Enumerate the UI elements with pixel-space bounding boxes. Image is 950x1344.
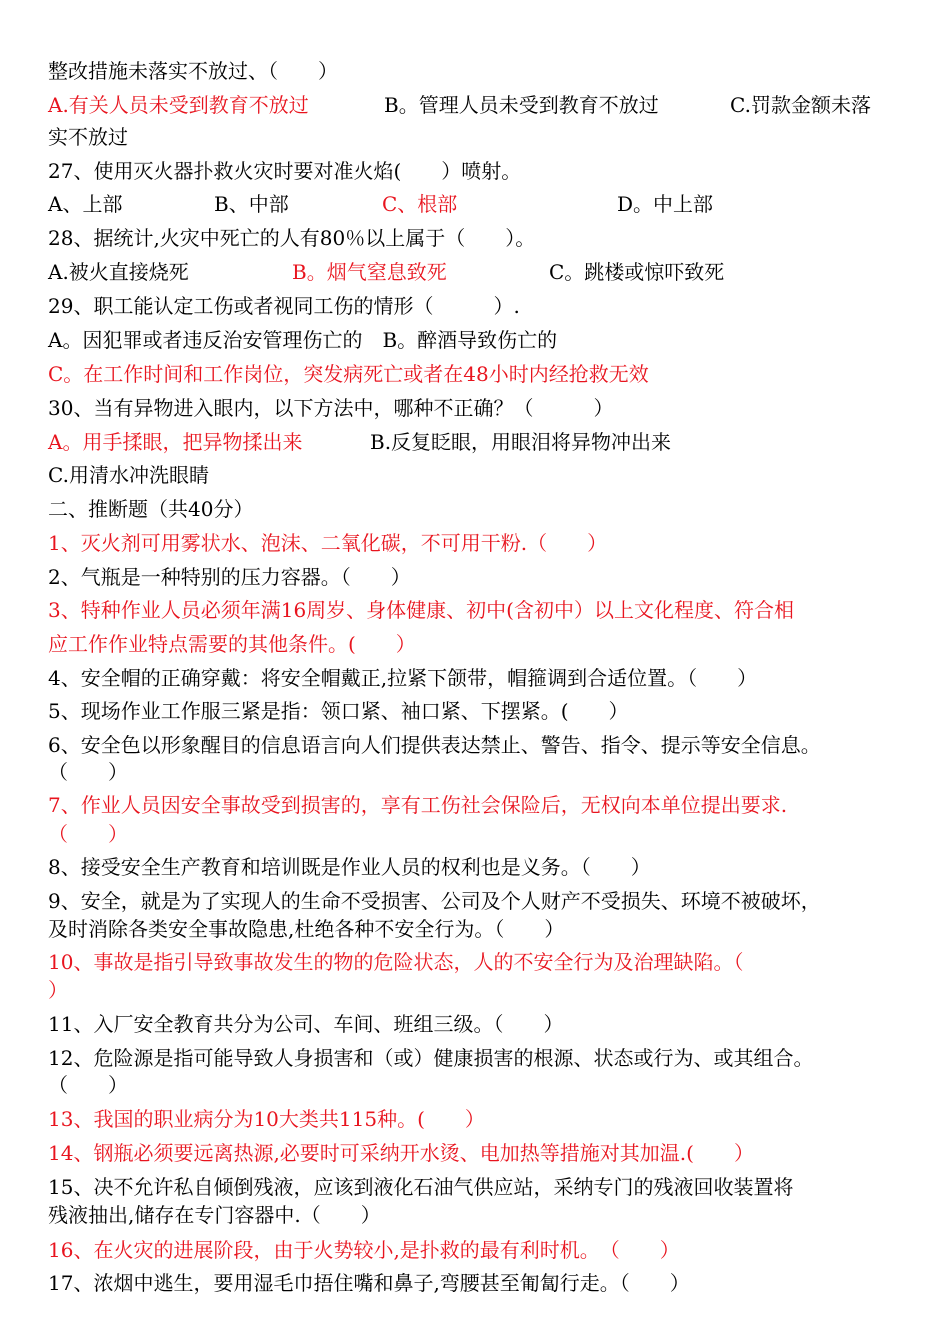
text-line: 16、在火灾的进展阶段，由于火势较小,是扑救的最有利时机。 （ ） xyxy=(48,1238,680,1262)
option-text: B。管理人员未受到教育不放过 xyxy=(384,93,659,117)
text-line: 29、职工能认定工伤或者视同工伤的情形（ ）. xyxy=(48,294,520,318)
text-line: C.用清水冲洗眼睛 xyxy=(48,463,209,487)
text-line: （ ） xyxy=(48,822,128,846)
text-line: 12、危险源是指可能导致人身损害和（或）健康损害的根源、状态或行为、或其组合。 xyxy=(48,1046,814,1070)
text-line: （ ） xyxy=(48,1073,128,1097)
option-text: A。用手揉眼，把异物揉出来 xyxy=(48,430,303,454)
option-text: B、中部 xyxy=(214,192,289,216)
text-line: ） xyxy=(48,978,68,1002)
option-text: A、上部 xyxy=(48,192,123,216)
text-line: 30、当有异物进入眼内，以下方法中，哪种不正确？（ ） xyxy=(48,396,614,420)
text-line: C。在工作时间和工作岗位，突发病死亡或者在48小时内经抢救无效 xyxy=(48,362,649,386)
text-line: 10、事故是指引导致事故发生的物的危险状态，人的不安全行为及治理缺陷。（ xyxy=(48,950,744,974)
option-text: B.反复眨眼，用眼泪将异物冲出来 xyxy=(370,430,672,454)
text-line: 11、入厂安全教育共分为公司、车间、班组三级。（ ） xyxy=(48,1012,564,1036)
text-line: 残液抽出,储存在专门容器中.（ ） xyxy=(48,1203,381,1227)
text-line: 17、浓烟中逃生，要用湿毛巾捂住嘴和鼻子,弯腰甚至匍匐行走。（ ） xyxy=(48,1271,690,1295)
text-line: 8、接受安全生产教育和培训既是作业人员的权利也是义务。（ ） xyxy=(48,855,651,879)
option-text: C、根部 xyxy=(382,192,458,216)
text-line: 9、安全，就是为了实现人的生命不受损害、公司及个人财产不受损失、环境不被破坏， xyxy=(48,889,821,913)
text-line: 实不放过 xyxy=(48,125,128,149)
text-line: 14、钢瓶必须要远离热源,必要时可采纳开水烫、电加热等措施对其加温.( ） xyxy=(48,1141,754,1165)
text-line: 28、据统计,火灾中死亡的人有80％以上属于（ ）。 xyxy=(48,226,536,250)
text-line: 二、推断题（共40分） xyxy=(48,497,254,521)
text-line: 2、气瓶是一种特别的压力容器。（ ） xyxy=(48,565,411,589)
option-text: D。中上部 xyxy=(617,192,714,216)
option-text: A.被火直接烧死 xyxy=(48,260,189,284)
text-line: 5、现场作业工作服三紧是指：领口紧、袖口紧、下摆紧。( ） xyxy=(48,699,629,723)
option-text: B。烟气窒息致死 xyxy=(292,260,447,284)
text-line: 3、特种作业人员必须年满16周岁、身体健康、初中(含初中）以上文化程度、符合相 xyxy=(48,598,794,622)
text-line: 7、作业人员因安全事故受到损害的，享有工伤社会保险后，无权向本单位提出要求. xyxy=(48,793,788,817)
option-text: C。跳楼或惊吓致死 xyxy=(549,260,725,284)
text-line: 4、安全帽的正确穿戴：将安全帽戴正,拉紧下颌带，帽箍调到合适位置。（ ） xyxy=(48,666,758,690)
text-line: （ ） xyxy=(48,760,128,784)
text-line: 13、我国的职业病分为10大类共115种。( ） xyxy=(48,1107,485,1131)
text-line: 及时消除各类安全事故隐患,杜绝各种不安全行为。（ ） xyxy=(48,917,565,941)
text-line: 1、灭火剂可用雾状水、泡沫、二氧化碳，不可用干粉.（ ） xyxy=(48,531,608,555)
text-line: 15、决不允许私自倾倒残液，应该到液化石油气供应站，采纳专门的残液回收装置将 xyxy=(48,1175,794,1199)
text-line: 应工作作业特点需要的其他条件。( ） xyxy=(48,632,416,656)
option-text: A.有关人员未受到教育不放过 xyxy=(48,93,309,117)
text-line: 整改措施未落实不放过、（ ） xyxy=(48,59,338,83)
text-line: A。因犯罪或者违反治安管理伤亡的 B。醉酒导致伤亡的 xyxy=(48,328,558,352)
option-text: C.罚款金额未落 xyxy=(730,93,871,117)
text-line: 27、使用灭火器扑救火灾时要对准火焰( ）喷射。 xyxy=(48,159,522,183)
text-line: 6、安全色以形象醒目的信息语言向人们提供表达禁止、警告、指令、提示等安全信息。 xyxy=(48,733,821,757)
